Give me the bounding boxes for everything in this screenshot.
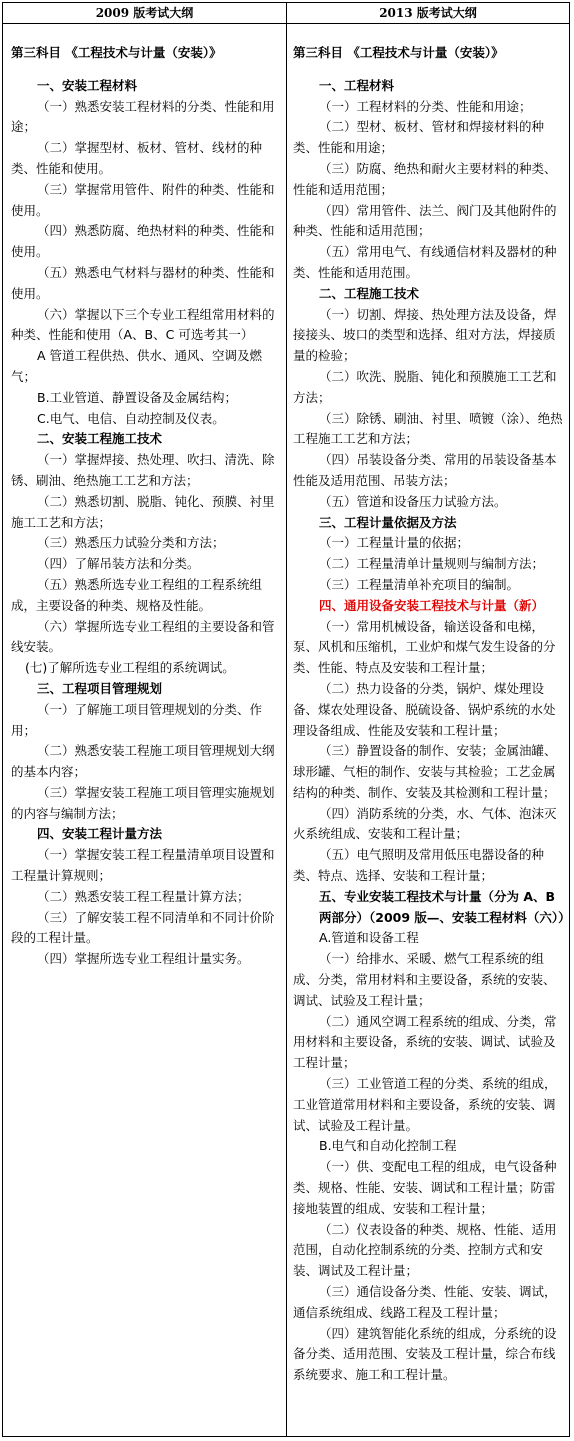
syllabus-item: （三）工程量清单补充项目的编制。	[319, 576, 520, 592]
syllabus-item: （六）掌握所选专业工程组的主要设备和管线安装。	[11, 618, 275, 655]
syllabus-item: （六）掌握以下三个专业工程组常用材料的种类、性能和使用（A、B、C 可选考其一）	[11, 306, 275, 343]
syllabus-item: （二）通风空调工程系统的组成、分类，常用材料和主要设备，系统的安装、调试、试验及工程计量；	[293, 1013, 557, 1071]
syllabus-item: （二）热力设备的分类，锅炉、煤处理设备、煤农处理设备、脱硫设备、锅炉系统的水处理设备组成、性能及安装和工程计量；	[293, 680, 556, 738]
column-2009	[11, 43, 279, 970]
syllabus-item: （二）熟悉切割、脱脂、钝化、预膜、衬里施工工艺和方法；	[11, 493, 275, 530]
column-2013	[293, 43, 571, 1386]
syllabus-item: （二）吹洗、脱脂、钝化和预膜施工工艺和方法；	[293, 368, 557, 405]
subject-title: 第三科目 《工程技术与计量（安装）》	[293, 45, 504, 60]
syllabus-item: （四）掌握所选专业工程组计量实务。	[37, 951, 250, 967]
syllabus-subitem: C.电气、电信、自动控制及仪表。	[37, 410, 225, 426]
section-heading: 二、安装工程施工技术	[37, 431, 163, 447]
syllabus-item: （四）建筑智能化系统的组成，分系统的设备分类、适用范围、安装及工程计量，综合布线系统要求、施工和工程计量。	[293, 1325, 557, 1383]
syllabus-item: （二）熟悉安装工程工程量计算方法；	[37, 888, 250, 904]
syllabus-item: （四）了解吊装方法和分类。	[37, 556, 200, 572]
syllabus-item: （五）熟悉所选专业工程组的工程系统组成，主要设备的种类、规格及性能。	[11, 576, 263, 613]
syllabus-subitem: B.工业管道、静置设备及金属结构；	[37, 389, 238, 405]
syllabus-item: （二）仪表设备的种类、规格、性能、适用范围，自动化控制系统的分类、控制方式和安装、调试及工程计量；	[293, 1221, 557, 1279]
syllabus-item: （四）吊装设备分类、常用的吊装设备基本性能及适用范围、吊装方法；	[293, 452, 557, 488]
header-divider	[3, 23, 569, 24]
section-heading: 二、工程施工技术	[319, 285, 420, 301]
syllabus-item: （三）除锈、刷油、衬里、喷镀（涂）、绝热工程施工工艺和方法；	[293, 410, 563, 447]
syllabus-item: （三）静置设备的制作、安装；金属油罐、球形罐、气柜的制作、安装与其检验；工艺金属结构的种类、制作、安装及其检测和工程计量；	[293, 743, 557, 800]
syllabus-item: （二）工程量清单计量规则与编制方法；	[319, 556, 545, 572]
syllabus-item: （三）掌握安装工程施工项目管理实施规划的内容与编制方法；	[11, 784, 275, 821]
column-divider	[286, 3, 287, 1436]
subject-title: 第三科目 《工程技术与计量（安装）》	[11, 45, 222, 60]
syllabus-item: （五）管道和设备压力试验方法。	[319, 493, 507, 509]
syllabus-item: （五）熟悉电气材料与器材的种类、性能和使用。	[11, 264, 275, 301]
section-heading: 五、专业安装工程技术与计量（分为 A、B 两部分）（2009 版—、安装工程材料（六））	[319, 888, 571, 925]
syllabus-item: （一）切割、焊接、热处理方法及设备，焊接接头、坡口的类型和选择、组对方法，焊接质量的检验；	[293, 306, 557, 364]
syllabus-item: （一）工程量计量的依据；	[319, 535, 470, 551]
group-label: A.管道和设备工程	[319, 930, 419, 946]
syllabus-item: （四）常用管件、法兰、阀门及其他附件的种类、性能和适用范围；	[293, 202, 557, 239]
section-heading: 四、安装工程计量方法	[37, 826, 163, 842]
syllabus-item: （五）电气照明及常用低压电器设备的种类、特点、选择、安装和工程计量；	[293, 847, 545, 884]
syllabus-item: （一）掌握焊接、热处理、吹扫、清洗、除锈、刷油、绝热施工工艺和方法；	[11, 452, 275, 488]
syllabus-item: （二）熟悉安装工程施工项目管理规划大纲的基本内容；	[11, 743, 275, 780]
syllabus-item: （二）型材、板材、管材和焊接材料的种类、性能和用途；	[293, 119, 545, 156]
syllabus-item: (七)了解所选专业工程组的系统调试。	[25, 660, 235, 676]
syllabus-item: （一）常用机械设备，输送设备和电梯，泵、风机和压缩机，工业炉和煤气发生设备的分类、性能、特点及安装和工程计量；	[293, 618, 556, 676]
syllabus-item: （一）给排水、采暖、燃气工程系统的组成、分类，常用材料和主要设备，系统的安装、调试、试验及工程计量；	[293, 951, 556, 1008]
section-heading: 一、工程材料	[319, 77, 395, 93]
syllabus-item: （三）了解安装工程不同清单和不同计价阶段的工程计量。	[11, 909, 275, 946]
group-label: B.电气和自动化控制工程	[319, 1138, 457, 1154]
syllabus-item: （三）通信设备分类、性能、安装、调试，通信系统组成、线路工程及工程计量；	[293, 1284, 557, 1320]
syllabus-item: （一）掌握安装工程工程量清单项目设置和工程量计算规则；	[11, 847, 275, 884]
syllabus-comparison-table	[2, 2, 570, 1437]
syllabus-item: （四）消防系统的分类，水、气体、泡沫灭火系统组成、安装和工程计量；	[293, 805, 557, 842]
syllabus-item: （二）掌握型材、板材、管材、线材的种类、性能和使用。	[11, 140, 263, 176]
syllabus-item: （三）熟悉压力试验分类和方法；	[37, 535, 225, 551]
syllabus-item: （一）熟悉安装工程材料的分类、性能和用途；	[11, 98, 275, 135]
syllabus-item: （三）防腐、绝热和耐火主要材料的种类、性能和适用范围；	[293, 160, 557, 197]
syllabus-item: （三）工业管道工程的分类、系统的组成，工业管道常用材料和主要设备，系统的安装、调试、试验及工程计量。	[293, 1076, 557, 1133]
header-2013: 2013 版考试大纲	[379, 6, 477, 20]
syllabus-item: （五）常用电气、有线通信材料及器材的种类、性能和适用范围。	[293, 244, 557, 280]
syllabus-item: （三）掌握常用管件、附件的种类、性能和使用。	[11, 181, 275, 218]
section-heading: 三、工程计量依据及方法	[319, 514, 457, 530]
section-heading: 三、工程项目管理规划	[37, 680, 163, 696]
syllabus-item: （一）供、变配电工程的组成，电气设备种类、规格、性能、安装、调试和工程计量；防雷接地装置的组成、安装和工程计量；	[293, 1159, 557, 1216]
header-2009: 2009 版考试大纲	[95, 6, 194, 20]
syllabus-item: （一）了解施工项目管理规划的分类、作用；	[11, 701, 263, 738]
section-heading-new: 四、通用设备安装工程技术与计量（新）	[319, 597, 545, 613]
syllabus-item: （四）熟悉防腐、绝热材料的种类、性能和使用。	[11, 223, 275, 260]
syllabus-subitem: A 管道工程供热、供水、通风、空调及燃气；	[11, 348, 263, 384]
syllabus-item: （一）工程材料的分类、性能和用途；	[319, 98, 532, 114]
section-heading: 一、安装工程材料	[37, 77, 138, 93]
